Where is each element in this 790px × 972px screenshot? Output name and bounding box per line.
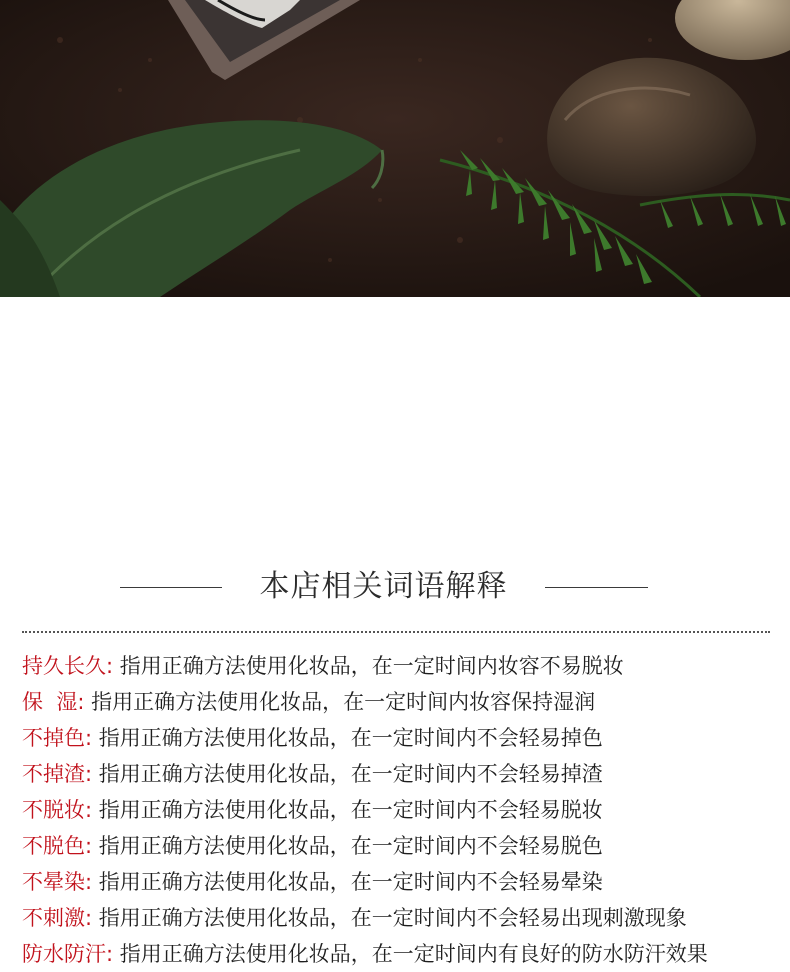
title-rule-right [545, 587, 648, 588]
glossary-row [22, 756, 790, 792]
glossary-definition: 指用正确方法使用化妆品，在一定时间内有良好的防水防汗效果 [113, 942, 708, 966]
glossary-term: 不脱妆: [22, 798, 93, 822]
glossary-row [22, 792, 790, 828]
glossary-list [22, 648, 790, 972]
section-header [0, 560, 790, 614]
glossary-definition: 指用正确方法使用化妆品，在一定时间内不会轻易脱妆 [92, 798, 603, 822]
glossary-definition: 指用正确方法使用化妆品，在一定时间内不会轻易出现刺激现象 [92, 906, 687, 930]
glossary-row [22, 900, 790, 936]
glossary-row [22, 864, 790, 900]
glossary-definition: 指用正确方法使用化妆品，在一定时间内不会轻易脱色 [92, 834, 603, 858]
title-rule-left [120, 587, 222, 588]
section-title: 本店相关词语解释 [259, 569, 508, 604]
glossary-row [22, 720, 790, 756]
glossary-definition: 指用正确方法使用化妆品，在一定时间内妆容不易脱妆 [113, 654, 624, 678]
glossary-row [22, 684, 790, 720]
glossary-term: 不脱色: [22, 834, 93, 858]
glossary-definition: 指用正确方法使用化妆品，在一定时间内不会轻易晕染 [92, 870, 603, 894]
glossary-row [22, 648, 790, 684]
glossary-term: 不晕染: [22, 870, 93, 894]
glossary-term: 持久长久: [22, 654, 114, 678]
glossary-term: 不掉渣: [22, 762, 93, 786]
glossary-row [22, 828, 790, 864]
glossary-term: 保 湿: [22, 690, 85, 714]
glossary-term: 不掉色: [22, 726, 93, 750]
glossary-definition: 指用正确方法使用化妆品，在一定时间内不会轻易掉色 [92, 726, 603, 750]
dotted-divider [22, 631, 770, 633]
glossary-definition: 指用正确方法使用化妆品，在一定时间内妆容保持湿润 [84, 690, 596, 714]
glossary-term: 防水防汗: [22, 942, 114, 966]
glossary-term: 不刺激: [22, 906, 93, 930]
product-photo [0, 0, 790, 297]
glossary-definition: 指用正确方法使用化妆品，在一定时间内不会轻易掉渣 [92, 762, 603, 786]
glossary-row [22, 936, 790, 972]
